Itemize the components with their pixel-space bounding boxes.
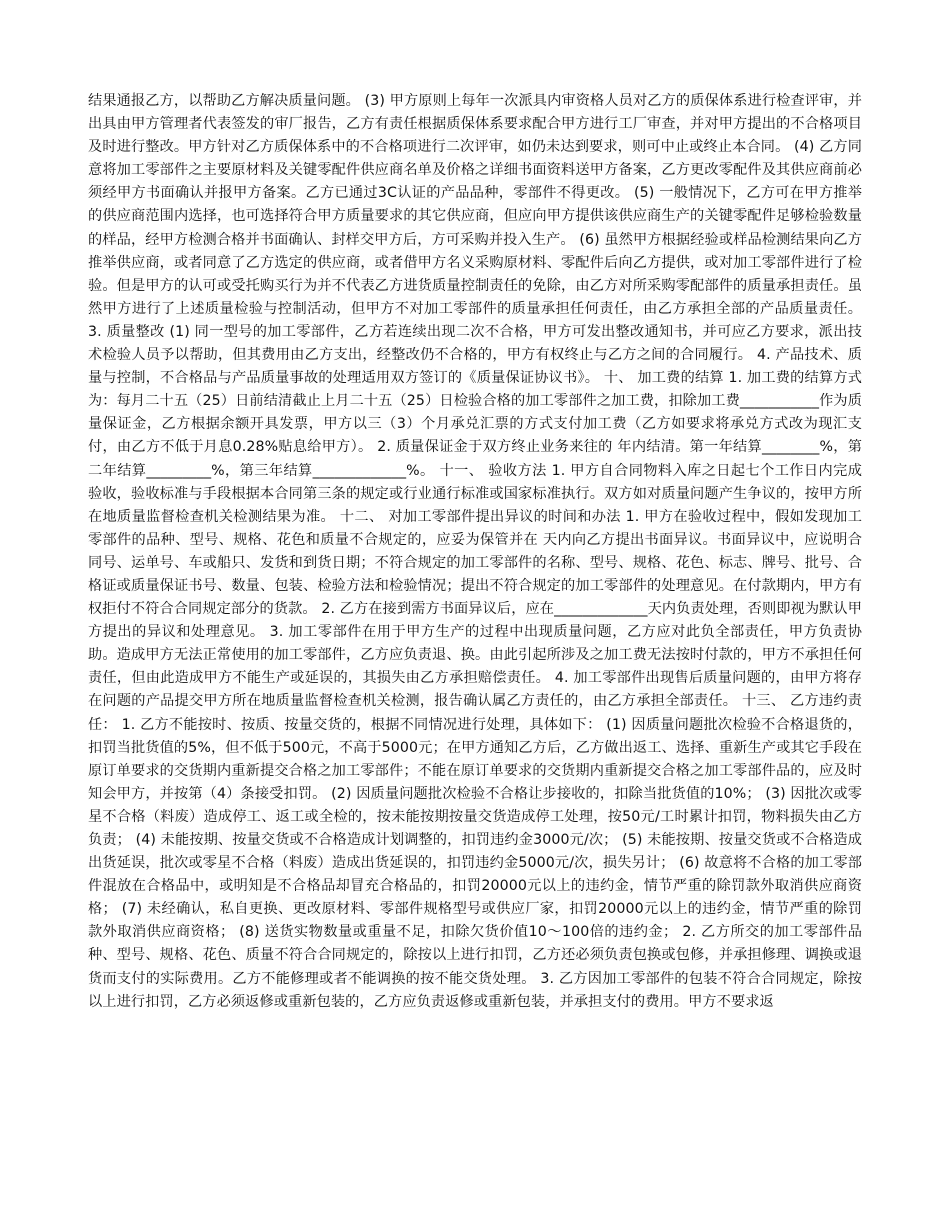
contract-body-text: 结果通报乙方，以帮助乙方解决质量问题。 (3) 甲方原则上每年一次派具内审资格人员对乙方的质保体系进行检查评审，并出具由甲方管理者代表签发的审厂报告，乙方有责任根据质保体系要求配合甲方进行工厂审查，并对甲方提出的不合格项目及时进行整改。甲方针对乙方质保体系中的不合格项进行二次评审，如仍未达到要求，则可中止或终止本合同。 (4) 乙方同意将加工零部件之主要原材料及关键零配件供应商名单及价格之详细书面资料送甲方备案，乙方更改零配件及其供应商前必须经甲方书面确认并报甲方备案。乙方已通过3C认证的产品品种，零部件不得更改。 (5) 一般情况下，乙方可在甲方推举的供应商范围内选择，也可选择符合甲方质量要求的其它供应商，但应向甲方提供该供应商生产的关键零配件足够检验数量的样品，经甲方检测合格并书面确认、封样交甲方后，方可采购并投入生产。 (6) 虽然甲方根据经验或样品检测结果向乙方推举供应商，或者同意了乙方选定的供应商，或者借甲方名义采购原材料、零配件后向乙方提供，或对加工零部件进行了检验。但是甲方的认可或受托购买行为并不代表乙方进货质量控制责任的免除，由乙方对所采购零配部件的质量承担责任。虽然甲方进行了上述质量检验与控制活动，但甲方不对加工零部件的质量承担任何责任，由乙方承担全部的产品质量责任。 3. 质量整改 (1) 同一型号的加工零部件，乙方若连续出现二次不合格，甲方可发出整改通知书，并可应乙方要求，派出技术检验人员予以帮助，但其费用由乙方支出，经整改仍不合格的，甲方有权终止与乙方之间的合同履行。 4. 产品技术、质量与控制，不合格品与产品质量事故的处理适用双方签订的《质量保证协议书》。 十、 加工费的结算 1. 加工费的结算方式为：每月二十五（25）日前结清截止上月二十五（25）日检验合格的加工零部件之加工费，扣除加工费___________作为质量保证金，乙方根据余额开具发票，甲方以三（3）个月承兑汇票的方式支付加工费（乙方如要求将承兑方式改为现汇支付，由乙方不低于月息0.28%贴息给甲方）。 2. 质量保证金于双方终止业务来往的 年内结清。第一年结算________%，第二年结算_________%，第三年结算_____________%。 十一、 验收方法 1. 甲方自合同物料入库之日起七个工作日内完成验收，验收标准与手段根据本合同第三条的规定或行业通行标准或国家标准执行。双方如对质量问题产生争议的，按甲方所在地质量监督检查机关检测结果为准。 十二、 对加工零部件提出异议的时间和办法 1. 甲方在验收过程中，假如发现加工零部件的品种、型号、规格、花色和质量不合规定的，应妥为保管并在 天内向乙方提出书面异议。书面异议中，应说明合同号、运单号、车或船只、发货和到货日期；不符合规定的加工零部件的名称、型号、规格、花色、标志、牌号、批号、合格证或质量保证书号、数量、包装、检验方法和检验情况；提出不符合规定的加工零部件的处理意见。在付款期内，甲方有权拒付不符合合同规定部分的货款。 2. 乙方在接到需方书面异议后，应在_____________天内负责处理，否则即视为默认甲方提出的异议和处理意见。 3. 加工零部件在用于甲方生产的过程中出现质量问题，乙方应对此负全部责任，甲方负责协助。造成甲方无法正常使用的加工零部件，乙方应负责退、换。由此引起所涉及之加工费无法按时付款的，甲方不承担任何责任，但由此造成甲方不能生产或延误的，其损失由乙方承担赔偿责任。 4. 加工零部件出现售后质量问题的，由甲方将存在问题的产品提交甲方所在地质量监督检查机关检测，报告确认属乙方责任的，由乙方承担全部责任。 十三、 乙方违约责任： 1. 乙方不能按时、按质、按量交货的，根据不同情况进行处理，具体如下： (1) 因质量问题批次检验不合格退货的，扣罚当批货值的5%，但不低于500元，不高于5000元；在甲方通知乙方后，乙方做出返工、选择、重新生产或其它手段在原订单要求的交货期内重新提交合格之加工零部件；不能在原订单要求的交货期内重新提交合格之加工零部件品的，应及时知会甲方，并按第（4）条接受扣罚。 (2) 因质量问题批次检验不合格让步接收的，扣除当批货值的10%； (3) 因批次或零星不合格（料废）造成停工、返工或全检的，按未能按期按量交货造成停工处理，按50元/工时累计扣罚，物料损失由乙方负责； (4) 未能按期、按量交货或不合格造成计划调整的，扣罚违约金3000元/次； (5) 未能按期、按量交货或不合格造成出货延误，批次或零星不合格（料废）造成出货延误的，扣罚违约金5000元/次，损失另计； (6) 故意将不合格的加工零部件混放在合格品中，或明知是不合格品却冒充合格品的，扣罚20000元以上的违约金，情节严重的除罚款外取消供应商资格； (7) 未经确认，私自更换、更改原材料、零部件规格型号或供应厂家，扣罚20000元以上的违约金，情节严重的除罚款外取消供应商资格； (8) 送货实物数量或重量不足，扣除欠货价值10～100倍的违约金； 2. 乙方所交的加工零部件品种、型号、规格、花色、质量不符合合同规定的，除按以上进行扣罚，乙方还必须负责包换或包修，并承担修理、调换或退货而支付的实际费用。乙方不能修理或者不能调换的按不能交货处理。 3. 乙方因加工零部件的包装不符合合同规定，除按以上进行扣罚，乙方必须返修或重新包装的，乙方应负责返修或重新包装，并承担支付的费用。甲方不要求返: [88, 93, 862, 1010]
document-page: [88, 90, 862, 1014]
